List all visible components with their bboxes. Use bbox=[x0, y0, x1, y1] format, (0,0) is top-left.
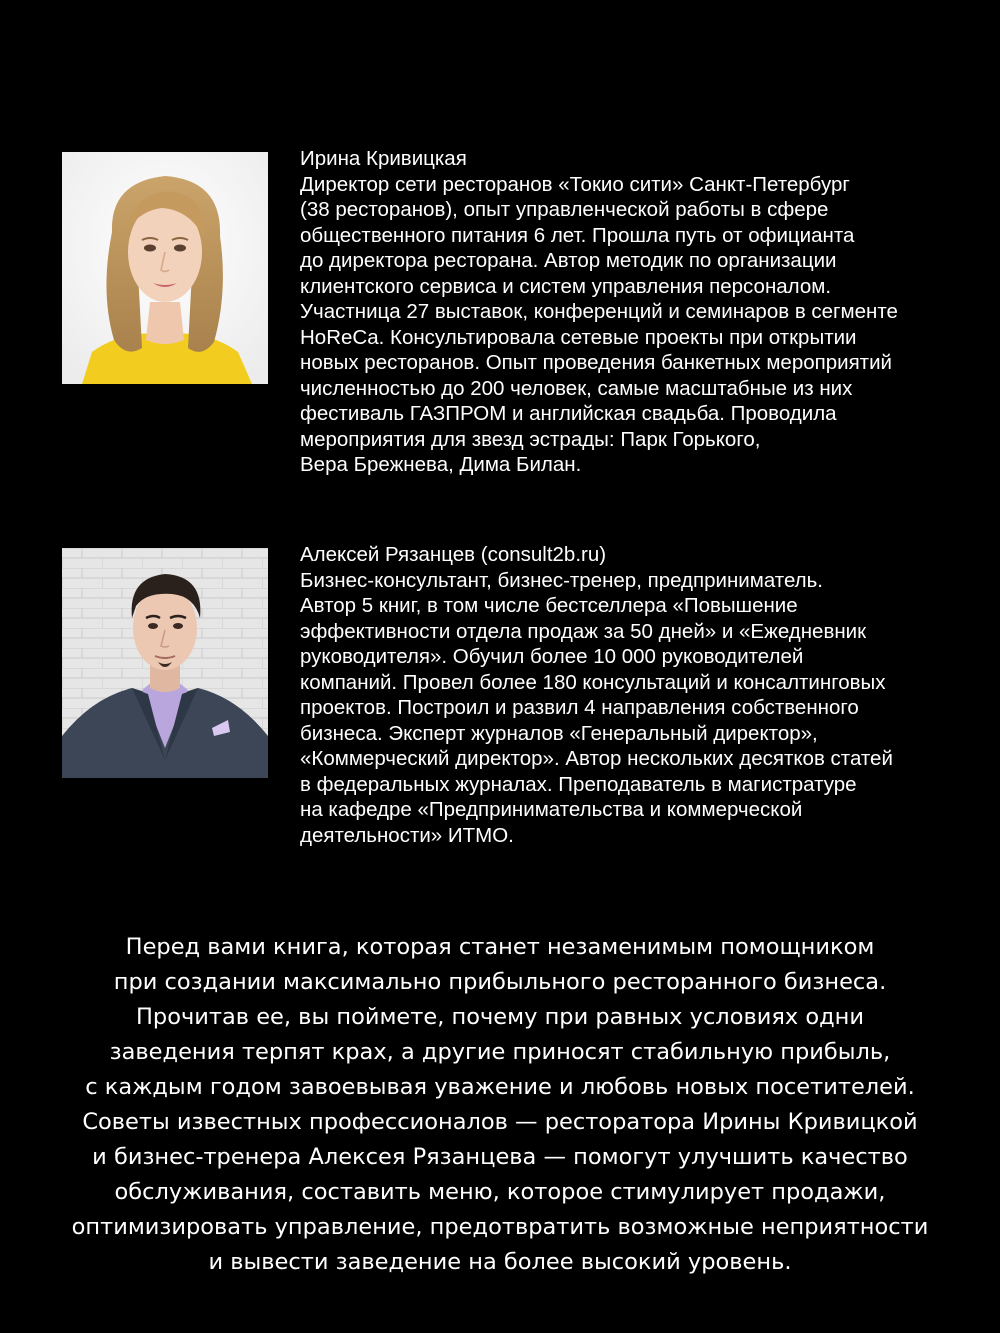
bio-line: клиентского сервиса и систем управления персоналом. bbox=[300, 274, 832, 298]
author-bio-krivitskaya bbox=[300, 146, 990, 478]
bio-line: Вера Брежнева, Дима Билан. bbox=[300, 453, 582, 476]
bio-line: деятельности» ИТМО. bbox=[300, 823, 514, 847]
author-photo-ryazantsev bbox=[62, 548, 268, 778]
bio-line: Участница 27 выставок, конференций и семинаров в сегменте bbox=[300, 300, 898, 323]
blurb-line: при создании максимально прибыльного ресторанного бизнеса. bbox=[113, 969, 887, 995]
bio-line: бизнеса. Эксперт журналов «Генеральный директор», bbox=[300, 721, 818, 745]
bio-line: общественного питания 6 лет. Прошла путь от официанта bbox=[300, 223, 855, 247]
bio-line: до директора ресторана. Автор методик по организации bbox=[300, 249, 837, 272]
bio-line: «Коммерческий директор». Автор нескольких десятков статей bbox=[300, 747, 893, 770]
bio-line: проектов. Построил и развил 4 направления собственного bbox=[300, 696, 859, 719]
author-name: Ирина Кривицкая bbox=[300, 147, 467, 170]
bio-line: фестиваль ГАЗПРОМ и английская свадьба. Проводила bbox=[300, 402, 837, 425]
portrait-man-image bbox=[62, 548, 268, 778]
bio-line: компаний. Провел более 180 консультаций и консалтинговых bbox=[300, 670, 886, 694]
bio-line: мероприятия для звезд эстрады: Парк Горького, bbox=[300, 427, 761, 451]
blurb-line: и бизнес-тренера Алексея Рязанцева — помогут улучшить качество bbox=[92, 1144, 908, 1170]
blurb-line: Советы известных профессионалов — ресторатора Ирины Кривицкой bbox=[82, 1109, 918, 1135]
blurb-line: Перед вами книга, которая станет незаменимым помощником bbox=[125, 934, 875, 960]
bio-line: эффективности отдела продаж за 50 дней» и «Ежедневник bbox=[300, 619, 867, 643]
author-bio-ryazantsev bbox=[300, 542, 990, 848]
portrait-woman-image bbox=[62, 152, 268, 384]
blurb-line: заведения терпят крах, а другие приносят стабильную прибыль, bbox=[109, 1039, 891, 1065]
blurb-line: и вывести заведение на более высокий уровень. bbox=[208, 1249, 792, 1275]
author-name: Алексей Рязанцев (consult2b.ru) bbox=[300, 543, 607, 566]
book-blurb bbox=[20, 930, 980, 1280]
author-photo-krivitskaya bbox=[62, 152, 268, 384]
blurb-line: Прочитав ее, вы поймете, почему при равных условиях одни bbox=[136, 1004, 864, 1030]
bio-line: (38 ресторанов), опыт управленческой работы в сфере bbox=[300, 198, 829, 221]
bio-line: руководителя». Обучил более 10 000 руководителей bbox=[300, 645, 804, 668]
blurb-line: обслуживания, составить меню, которое стимулирует продажи, bbox=[114, 1179, 886, 1205]
bio-line: Директор сети ресторанов «Токио сити» Санкт-Петербург bbox=[300, 172, 850, 196]
bio-line: новых ресторанов. Опыт проведения банкетных мероприятий bbox=[300, 351, 892, 374]
blurb-line: с каждым годом завоевывая уважение и любовь новых посетителей. bbox=[85, 1074, 915, 1100]
blurb-line: оптимизировать управление, предотвратить возможные неприятности bbox=[71, 1214, 929, 1240]
bio-line: HoReCa. Консультировала сетевые проекты при открытии bbox=[300, 325, 857, 349]
bio-line: численностью до 200 человек, самые масштабные из них bbox=[300, 376, 853, 400]
bio-line: на кафедре «Предпринимательства и коммерческой bbox=[300, 798, 803, 821]
bio-line: в федеральных журналах. Преподаватель в магистратуре bbox=[300, 772, 857, 796]
bio-line: Бизнес-консультант, бизнес-тренер, предприниматель. bbox=[300, 568, 824, 592]
bio-line: Автор 5 книг, в том числе бестселлера «Повышение bbox=[300, 594, 798, 617]
